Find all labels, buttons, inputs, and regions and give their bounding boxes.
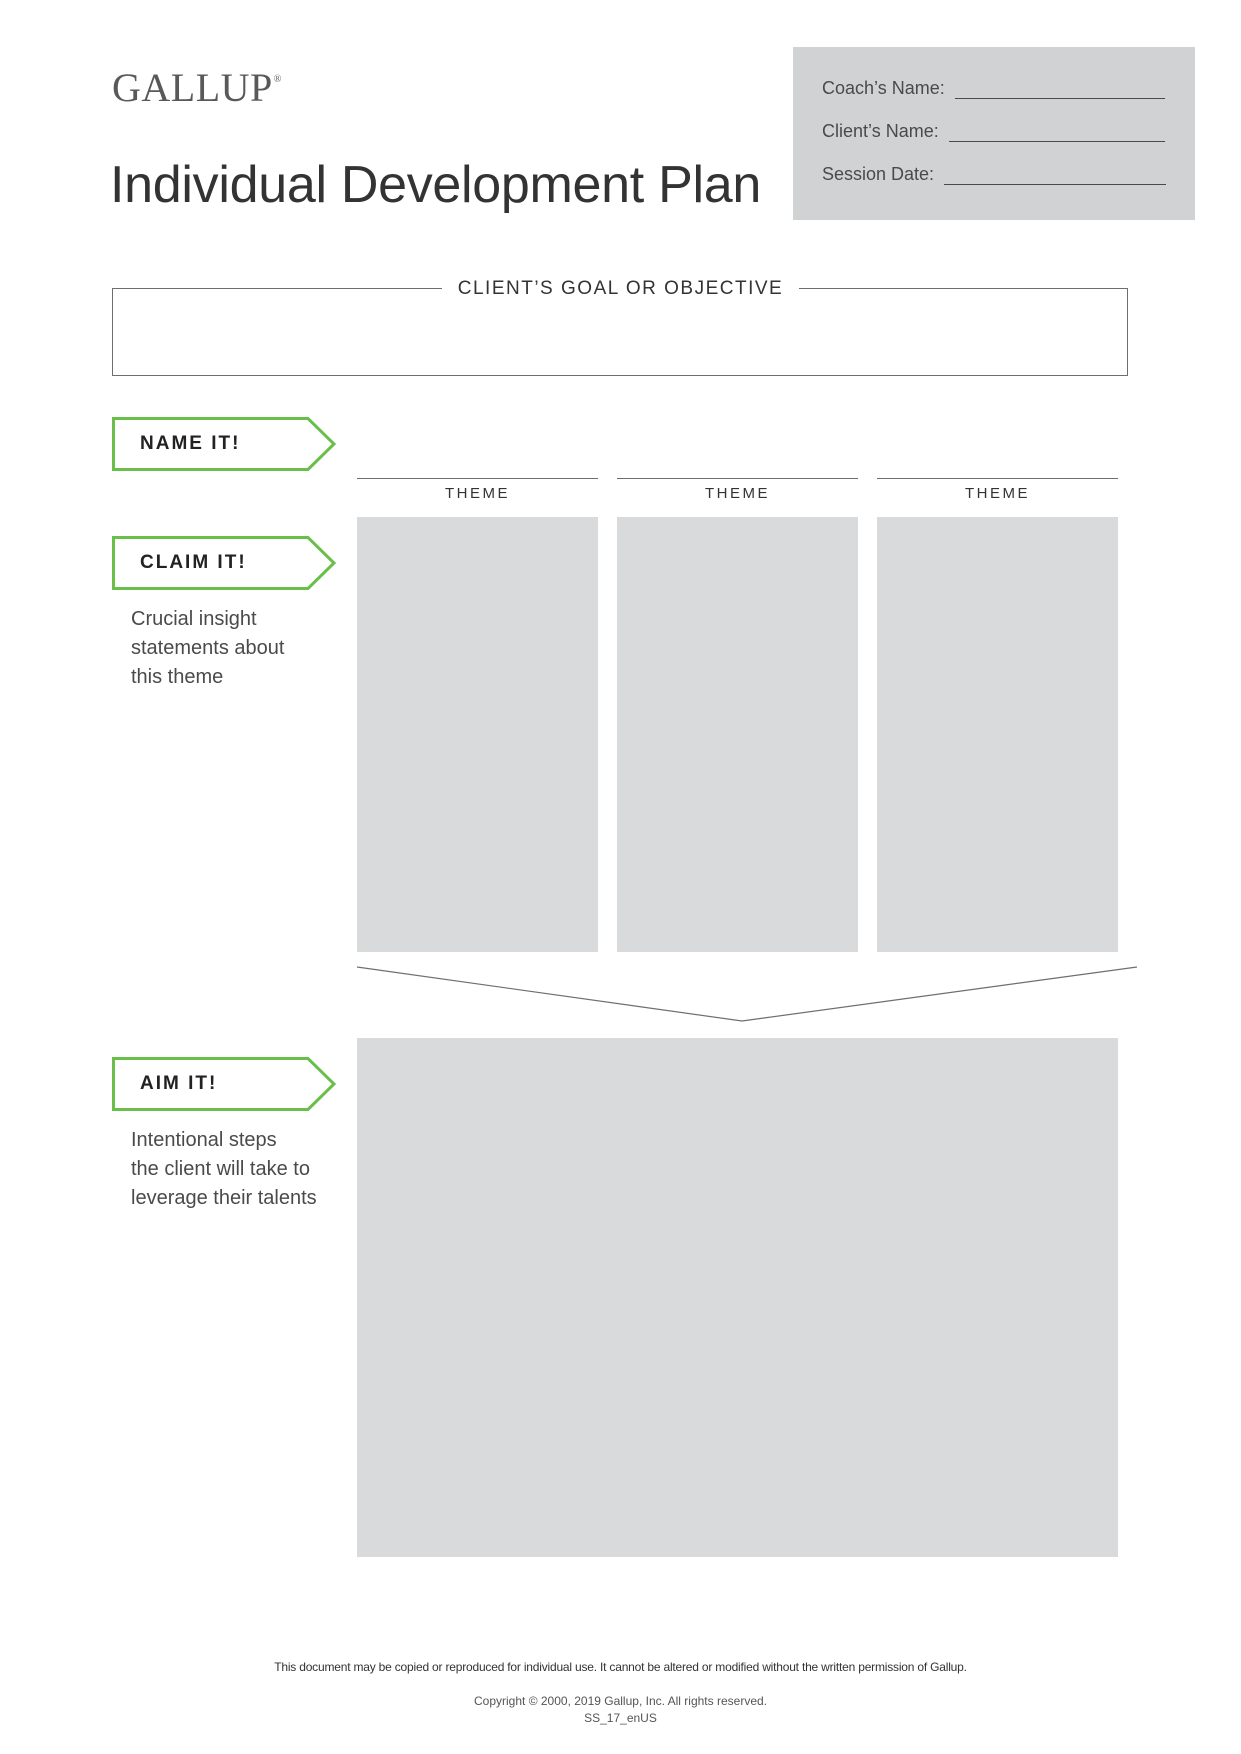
aim-desc-line: the client will take to: [131, 1158, 310, 1180]
theme-1-label: THEME: [445, 485, 510, 502]
aim-desc-line: leverage their talents: [131, 1187, 317, 1209]
footer-code: SS_17_enUS: [584, 1711, 657, 1725]
client-name-label: Client’s Name:: [822, 121, 939, 141]
page-title: Individual Development Plan: [110, 156, 761, 214]
aim-it-box[interactable]: [357, 1038, 1118, 1557]
aim-it-label: AIM IT!: [140, 1073, 218, 1094]
theme-2-label: THEME: [705, 485, 770, 502]
aim-it-tab: [112, 1057, 338, 1111]
claim-it-label: CLAIM IT!: [140, 552, 247, 573]
theme-3-label: THEME: [965, 485, 1030, 502]
claim-desc-line: statements about: [131, 637, 285, 659]
goal-label: CLIENT’S GOAL OR OBJECTIVE: [442, 278, 799, 299]
aim-it-description: [131, 1126, 317, 1213]
name-it-label: NAME IT!: [140, 433, 241, 454]
logo-text: GALLUP: [112, 65, 273, 110]
registered-mark: ®: [273, 74, 282, 85]
session-date-label: Session Date:: [822, 164, 935, 184]
footer-notice: This document may be copied or reproduced for individual use. It cannot be altered or modified without the written permission of Gallup.: [274, 1660, 967, 1674]
footer-copyright: Copyright © 2000, 2019 Gallup, Inc. All rights reserved.: [474, 1694, 767, 1708]
claim-desc-line: this theme: [131, 666, 224, 688]
coach-name-label: Coach’s Name:: [822, 78, 945, 98]
claim-desc-line: Crucial insight: [131, 608, 257, 630]
footer-copyright-block: [0, 1693, 1241, 1727]
aim-desc-line: Intentional steps: [131, 1129, 277, 1151]
